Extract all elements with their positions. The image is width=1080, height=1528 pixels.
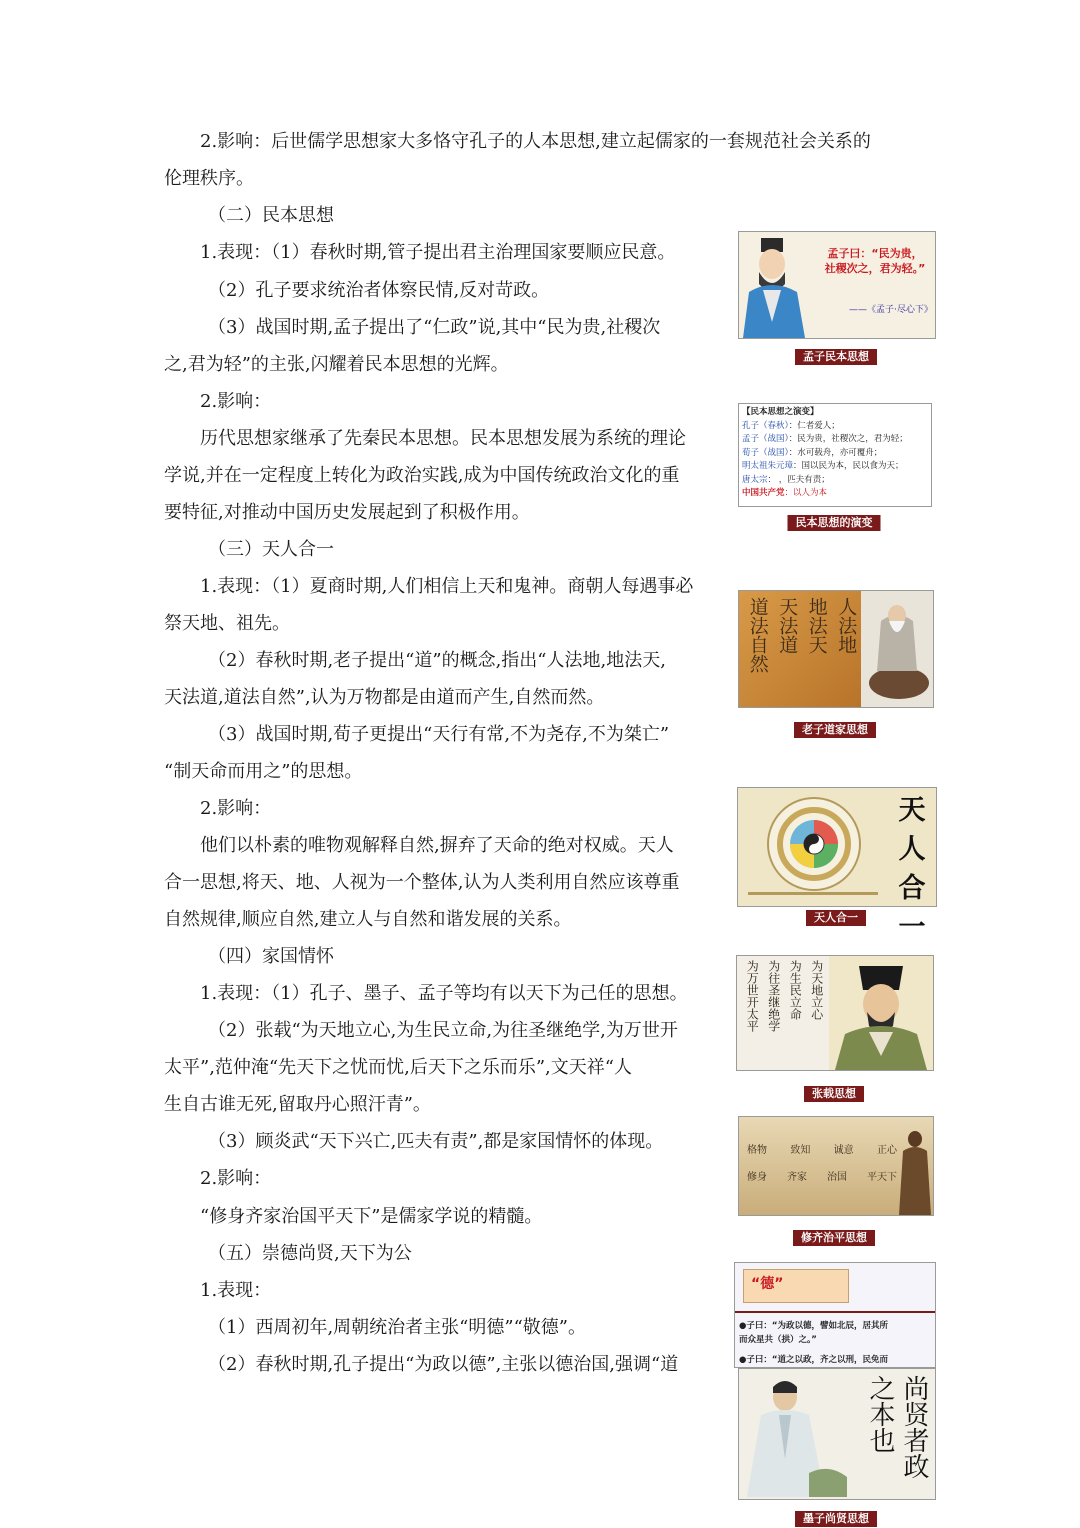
laozi-on-ox-icon — [861, 591, 933, 707]
de-quote-line: ●子曰：“为政以德，譬如北辰，居其所 — [739, 1321, 889, 1331]
text-line: 他们以朴素的唯物观解释自然,摒弃了天命的绝对权威。天人 — [200, 835, 674, 856]
text-line: 2.影响： — [200, 391, 272, 412]
zhangzai-portrait-icon — [829, 956, 933, 1070]
text-line: （3）顾炎武“天下兴亡,匹夫有责”,都是家国情怀的体现。 — [208, 1131, 664, 1152]
text-line: （2）张载“为天地立心,为生民立命,为往圣继绝学,为万世开 — [208, 1020, 678, 1041]
xqzp-word: 诚意 — [833, 1145, 854, 1156]
evolution-row: 孔子（春秋）：仁者爱人； — [742, 420, 840, 431]
text-line: （2）春秋时期,老子提出“道”的概念,指出“人法地,地法天, — [208, 650, 666, 671]
evolution-row: 荀子（战国）：水可载舟，亦可覆舟； — [742, 447, 883, 458]
tianrenheyi-char: 合 — [898, 873, 926, 904]
evolution-row: 唐太宗： ，匹夫有责； — [742, 474, 830, 485]
text-line: 祭天地、祖先。 — [164, 613, 290, 634]
text-line: 1.表现：（1）春秋时期,管子提出君主治理国家要顺应民意。 — [200, 242, 676, 263]
evolution-row: 中国共产党：以人为本 — [742, 488, 828, 498]
xqzp-word: 正心 — [876, 1145, 897, 1156]
text-line: （2）孔子要求统治者体察民情,反对苛政。 — [208, 280, 550, 301]
text-line: 天法道,道法自然”,认为万物都是由道而产生,自然而然。 — [164, 687, 605, 708]
xqzp-word: 平天下 — [867, 1172, 897, 1183]
text-line: 伦理秩序。 — [164, 168, 254, 189]
evolution-row: 孟子（战国）：民为贵，社稷次之，君为轻； — [742, 434, 908, 444]
mozi-figure-icon — [739, 1369, 849, 1499]
figure-caption: 孟子民本思想 — [795, 349, 877, 365]
text-line: 学说,并在一定程度上转化为政治实践,成为中国传统政治文化的重 — [164, 465, 680, 486]
text-line: 要特征,对推动中国历史发展起到了积极作用。 — [164, 502, 530, 523]
xqzp-word: 致知 — [790, 1145, 811, 1156]
laozi-callig-col: 地法天 — [805, 597, 828, 654]
zhangzai-callig-col: 为天地立心 — [809, 960, 824, 1020]
de-quote-line: 而众星共（拱）之。” — [739, 1335, 817, 1345]
figure-caption: 天人合一 — [806, 910, 866, 926]
text-line: 2.影响：后世儒学思想家大多恪守孔子的人本思想,建立起儒家的一套规范社会关系的 — [200, 131, 871, 152]
mencius-quote-line1: 孟子曰：“民为贵， — [827, 247, 923, 260]
figure-caption: 修齐治平思想 — [793, 1230, 875, 1246]
figure-caption: 老子道家思想 — [794, 722, 876, 738]
figure-zhangzai — [736, 955, 934, 1071]
text-line: 1.表现：（1）孔子、墨子、孟子等均有以天下为己任的思想。 — [200, 983, 688, 1004]
figure-xiuqizhiping — [738, 1116, 934, 1216]
text-line: （1）西周初年,周朝统治者主张“明德”“敬德”。 — [208, 1317, 586, 1338]
text-line: （3）战国时期,孟子提出了“仁政”说,其中“民为贵,社稷次 — [208, 317, 661, 338]
text-line: 自然规律,顺应自然,建立人与自然和谐发展的关系。 — [164, 909, 572, 930]
text-line: 之,君为轻”的主张,闪耀着民本思想的光辉。 — [164, 354, 509, 375]
section-heading: （五）崇德尚贤,天下为公 — [208, 1243, 412, 1264]
text-line: 生自古谁无死,留取丹心照汗青”。 — [164, 1094, 431, 1115]
zhangzai-callig-col: 为生民立命 — [788, 960, 803, 1020]
laozi-callig-col: 道法自然 — [746, 597, 769, 673]
figure-tianrenheyi — [737, 787, 937, 943]
zhangzai-callig-col: 为往圣继绝学 — [766, 960, 781, 1032]
figure-caption: 墨子尚贤思想 — [795, 1511, 877, 1527]
de-quote-line: ●子曰：“道之以政，齐之以刑，民免而 — [739, 1355, 889, 1365]
evolution-row: 明太祖朱元璋：国以民为本，民以食为天； — [742, 461, 904, 471]
tianrenheyi-char: 天 — [898, 795, 926, 826]
text-line: 合一思想,将天、地、人视为一个整体,认为人类利用自然应该尊重 — [164, 872, 680, 893]
section-heading: （三）天人合一 — [208, 539, 334, 560]
text-line: （3）战国时期,荀子更提出“天行有常,不为尧存,不为桀亡” — [208, 724, 670, 745]
text-line: “制天命而用之”的思想。 — [164, 761, 363, 782]
text-line: 2.影响： — [200, 798, 272, 819]
tianrenheyi-char: 一 — [898, 912, 926, 943]
evolution-heading: 【民本思想之演变】 — [742, 407, 819, 417]
figure-mozi — [738, 1368, 936, 1500]
section-heading: （二）民本思想 — [208, 205, 334, 226]
figure-mencius — [738, 231, 936, 339]
text-line: 2.影响： — [200, 1168, 272, 1189]
xqzp-word: 修身 — [747, 1172, 767, 1183]
section-heading: （四）家国情怀 — [208, 946, 334, 967]
figure-minben-evolution — [738, 403, 932, 507]
xqzp-word: 格物 — [747, 1145, 767, 1156]
xqzp-word: 齐家 — [787, 1172, 807, 1183]
laozi-callig-col: 天法道 — [776, 597, 799, 654]
figure-laozi — [738, 590, 934, 708]
figure-caption: 张载思想 — [804, 1086, 864, 1102]
mencius-quote-line2: 社稷次之，君为轻。” — [824, 262, 926, 275]
xqzp-word: 治国 — [827, 1172, 847, 1183]
text-line: “修身齐家治国平天下”是儒家学说的精髓。 — [200, 1206, 543, 1227]
text-line: 1.表现： — [200, 1280, 272, 1301]
text-line: 太平”,范仲淹“先天下之忧而忧,后天下之乐而乐”,文天祥“人 — [164, 1057, 632, 1078]
laozi-callig-col: 人法地 — [835, 597, 858, 654]
text-line: （2）春秋时期,孔子提出“为政以德”,主张以德治国,强调“道 — [208, 1354, 679, 1375]
tianrenheyi-char: 人 — [898, 834, 926, 865]
de-tag: “德” — [751, 1276, 784, 1292]
bagua-diagram-icon — [738, 788, 888, 906]
text-line: 1.表现：（1）夏商时期,人们相信上天和鬼神。商朝人每遇事必 — [200, 576, 694, 597]
figure-caption: 民本思想的演变 — [788, 515, 881, 531]
text-line: 历代思想家继承了先秦民本思想。民本思想发展为系统的理论 — [200, 428, 686, 449]
zhangzai-callig-col: 为万世开太平 — [745, 960, 760, 1032]
mozi-callig: 尚贤者政之本也 — [865, 1375, 929, 1479]
confucius-figure-icon — [893, 1117, 933, 1215]
figure-de-quotes — [734, 1262, 936, 1368]
mencius-quote-source: ——《孟子·尽心下》 — [849, 305, 933, 315]
